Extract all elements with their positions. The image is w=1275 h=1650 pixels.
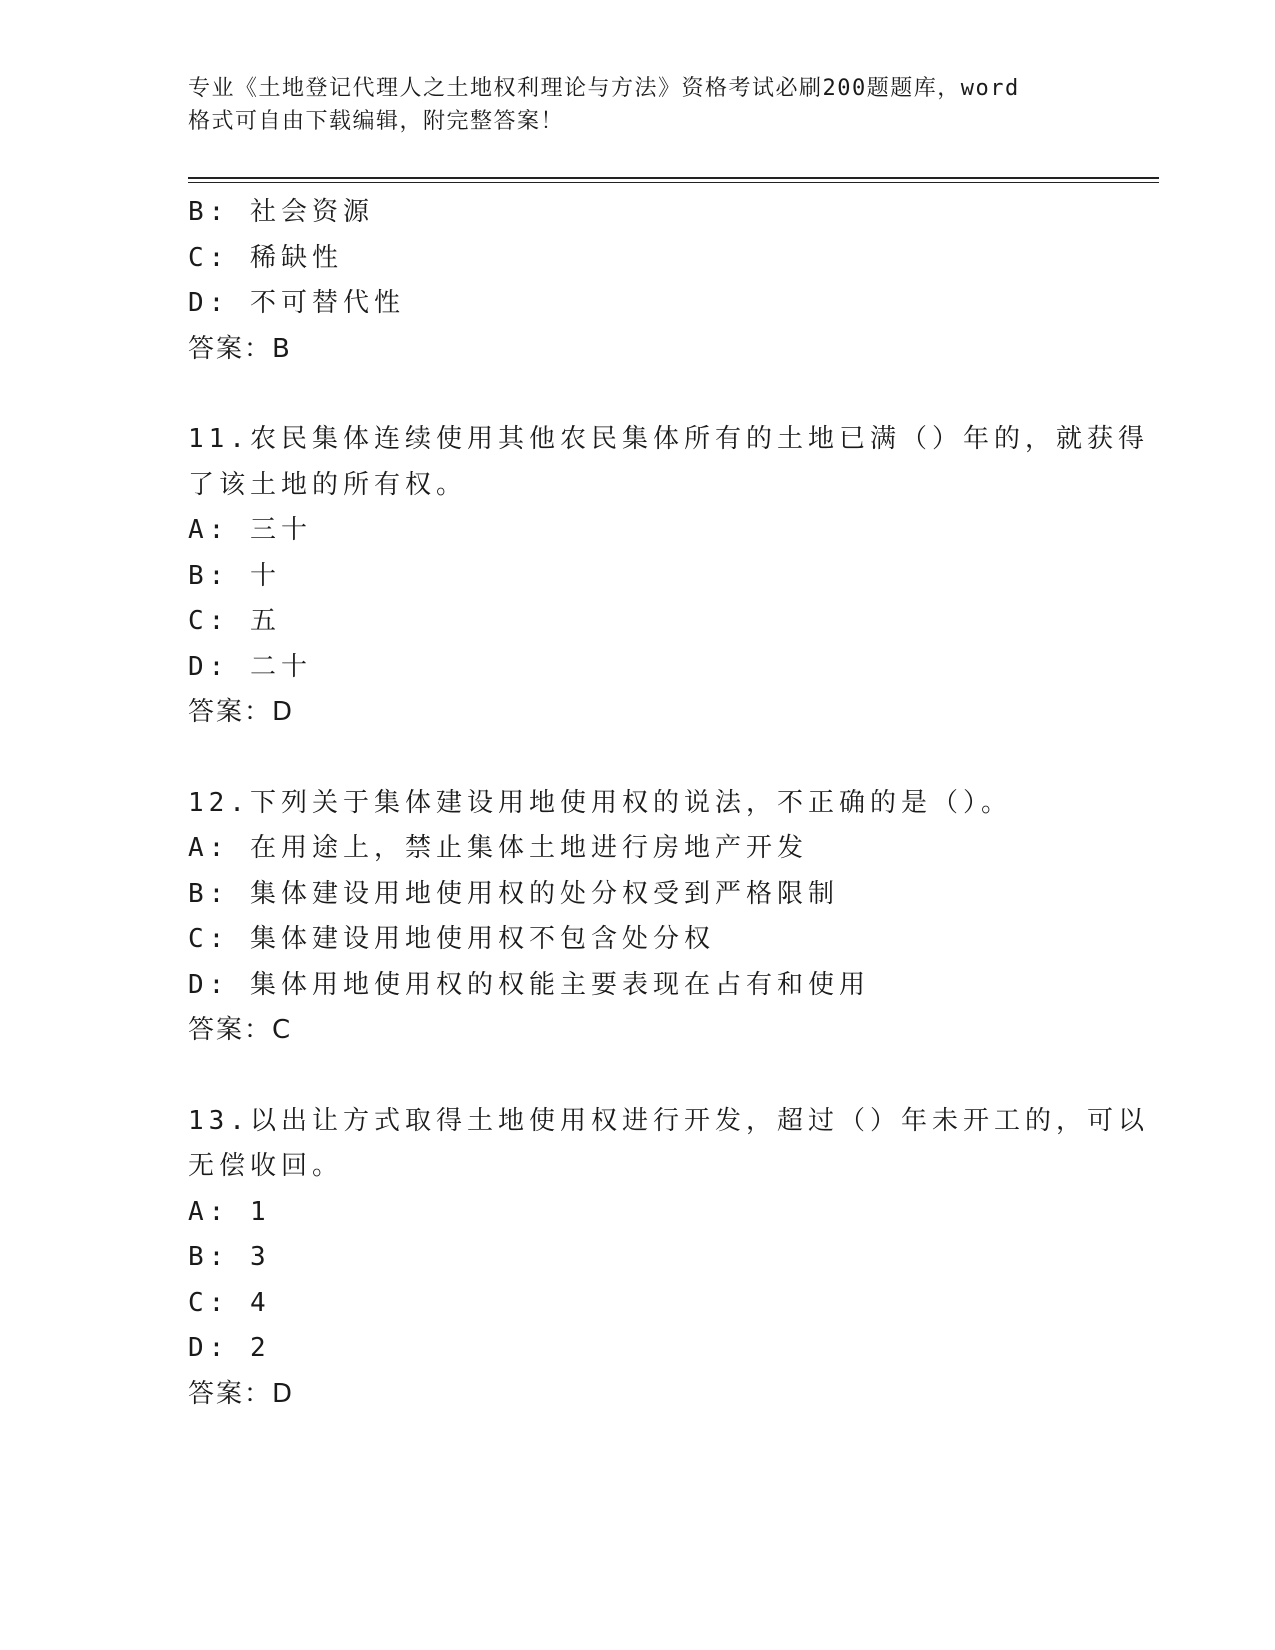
question-text: 12.下列关于集体建设用地使用权的说法，不正确的是（）。: [188, 787, 1012, 818]
answer-line: 答案：D: [188, 697, 295, 727]
question-11: [188, 417, 1149, 736]
question-10: [188, 190, 1088, 372]
option-d: D: 2: [188, 1333, 271, 1363]
header-line-1: 专业《土地登记代理人之土地权利理论与方法》资格考试必刷200题题库，word: [188, 76, 1020, 101]
answer-line: 答案：C: [188, 1015, 293, 1045]
option-b: B: 3: [188, 1242, 271, 1272]
header-divider-thin: [188, 182, 1159, 183]
answer-line: 答案：D: [188, 1378, 295, 1409]
question-spacer: [188, 372, 1088, 417]
question-13: [188, 1099, 1149, 1418]
question-spacer: [188, 1054, 1088, 1099]
option-a: A: 在用途上，禁止集体土地进行房地产开发: [188, 833, 808, 863]
header-line-2: 格式可自由下载编辑，附完整答案！: [188, 109, 565, 134]
option-c: C: 稀缺性: [188, 242, 343, 273]
option-d: D: 集体用地使用权的权能主要表现在占有和使用: [188, 969, 870, 1000]
option-d: D: 不可替代性: [188, 288, 405, 318]
option-a: A: 1: [188, 1196, 271, 1227]
option-b: B: 十: [188, 560, 281, 591]
option-d: D: 二十: [188, 651, 312, 682]
option-b: B: 社会资源: [188, 197, 374, 227]
question-text-line-1: 11.农民集体连续使用其他农民集体所有的土地已满（）年的，就获得: [188, 424, 1149, 454]
question-spacer: [188, 736, 1088, 781]
header-divider-thick: [188, 177, 1159, 179]
question-list: [188, 190, 1149, 1417]
document-header: [188, 72, 1088, 138]
question-12: [188, 781, 1088, 1054]
option-a: A: 三十: [188, 515, 312, 545]
option-c: C: 五: [188, 606, 281, 636]
option-c: C: 4: [188, 1287, 271, 1318]
option-b: B: 集体建设用地使用权的处分权受到严格限制: [188, 878, 839, 909]
question-text-line-2: 了该土地的所有权。: [188, 469, 468, 500]
option-c: C: 集体建设用地使用权不包含处分权: [188, 924, 715, 954]
question-text-line-2: 无偿收回。: [188, 1151, 344, 1181]
question-text-line-1: 13.以出让方式取得土地使用权进行开发，超过（）年未开工的，可以: [188, 1105, 1149, 1136]
answer-line: 答案：B: [188, 333, 292, 364]
